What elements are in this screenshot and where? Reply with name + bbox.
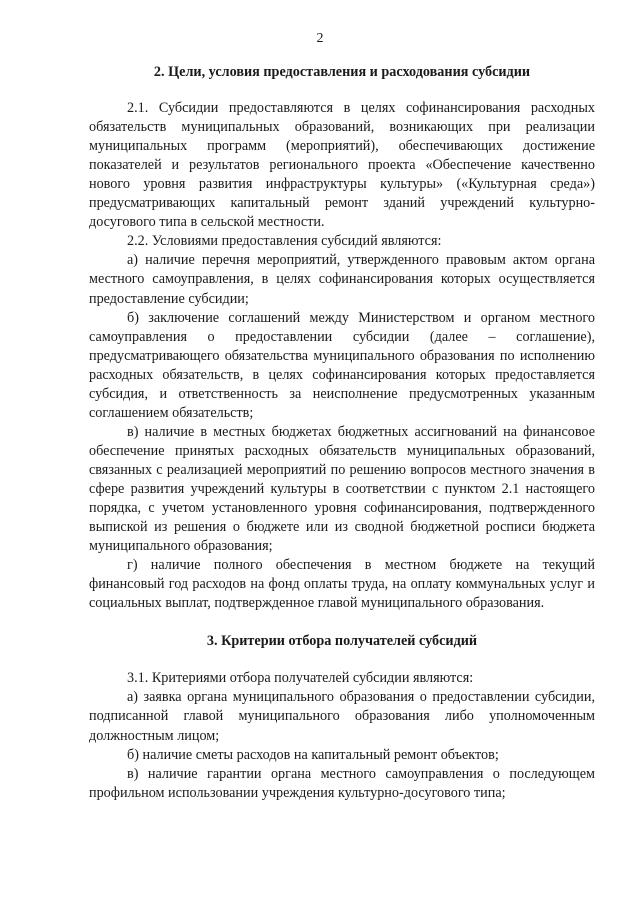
document-body [89,63,595,803]
paragraph-2-2: 2.2. Условиями предоставления субсидий являются: [127,233,442,250]
paragraph-2-2-b: б) заключение соглашений между Министерством и органом местного самоуправления о предоставлении субсидии (далее – соглашение), предусматривающего обязательства муниципального образования по исполнению расходных обязательств, в целях софинансирования которых предоставляется субсидия, и ответственность за неисполнение предусмотренных указанным соглашением обязательств; [89,309,595,421]
paragraph-3-1-b: б) наличие сметы расходов на капитальный ремонт объектов; [127,746,499,763]
paragraph-2-2-a: а) наличие перечня мероприятий, утвержденного правовым актом органа местного самоуправления, в целях софинансирования которых осуществляется предоставление субсидии; [89,252,595,307]
paragraph-2-2-v: в) наличие в местных бюджетах бюджетных ассигнований на финансовое обеспечение принятых расходных обязательств муниципальных образований, связанных с реализацией мероприятий по решению вопросов местного значения в сфере развития учреждений культуры в соответствии с пунктом 2.1 настоящего порядка, с учетом установленного уровня софинансирования, подтвержденного выпиской из решения о бюджете или из сводной бюджетной росписи бюджета муниципального образования; [89,423,595,555]
section-2-heading: 2. Цели, условия предоставления и расходования субсидии [153,64,531,80]
paragraph-2-2-g: г) наличие полного обеспечения в местном бюджете на текущий финансовый год расходов на фонд оплаты труда, на оплату коммунальных услуг и социальных выплат, подтвержденное главой муниципального образования. [89,557,595,612]
paragraph-3-1-v: в) наличие гарантии органа местного самоуправления о последующем профильном использовании учреждения культурно-досугового типа; [89,765,595,801]
page-number: 2 [316,31,324,46]
paragraph-2-1: 2.1. Субсидии предоставляются в целях софинансирования расходных обязательств муниципальных образований, возникающих при реализации муниципальных программ (мероприятий), обеспечивающих достижение показателей и результатов регионального проекта «Обеспечение качественно нового уровня развития инфраструктуры культуры» («Культурная среда») предусматривающих капитальный ремонт зданий учреждений культурно-досугового типа в сельской местности. [89,100,595,231]
paragraph-3-1-a: а) заявка органа муниципального образования о предоставлении субсидии, подписанной главой муниципального образования либо уполномоченным должностным лицом; [89,689,595,744]
paragraph-3-1: 3.1. Критериями отбора получателей субсидии являются: [127,670,474,687]
section-3-heading: 3. Критерии отбора получателей субсидий [206,633,478,650]
